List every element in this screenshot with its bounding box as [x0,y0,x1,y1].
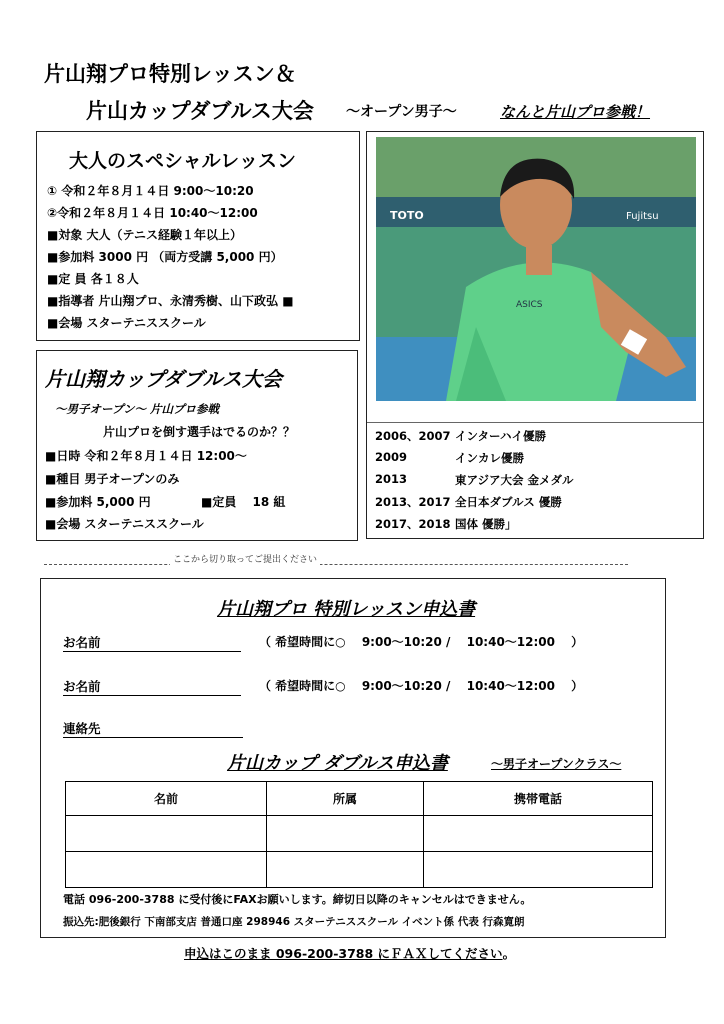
cup-line: ■参加料 5,000 円 [45,495,151,509]
lesson-line: ■指導者 片山翔プロ、永清秀樹、山下政弘 ■ [47,294,294,308]
cup-line: ■会場 スターテニススクール [45,517,204,531]
record-text: インカレ優勝 [455,451,524,465]
profile-divider [367,422,703,423]
table-cell[interactable] [267,852,424,888]
profile-box [366,131,704,539]
table-cell[interactable] [424,816,653,852]
cup-line: ■日時 令和２年８月１４日 12:00～ [45,449,247,463]
highlight-text: なんと片山プロ参戦！ [500,103,651,121]
table-row [66,852,653,888]
lesson-line: ②令和２年８月１４日 10:40～12:00 [47,206,258,220]
cut-label: ここから切り取ってご提出ください [170,552,320,565]
form-note-bank: 振込先:肥後銀行 下南部支店 普通口座 298946 スターテニススクール イベント係 代表 行森寛朗 [63,916,525,928]
record-text: 東アジア大会 金メダル [455,473,574,487]
lesson-line: ■対象 大人（テニス経験１年以上） [47,228,243,242]
page-subtitle: ～オープン男子～ [346,104,457,120]
lesson-line: ■会場 スターテニススクール [47,316,206,330]
column-header: 名前 [66,782,267,816]
lesson-line: ① 令和２年８月１４日 9:00～10:20 [47,184,254,198]
time-choice-2[interactable]: （ 希望時間に○ 9:00～10:20 / 10:40～12:00 ） [259,679,584,693]
footer-end: 。 [502,946,516,961]
record-text: 国体 優勝」 [455,517,517,531]
page-title-line2: 片山カップダブルス大会 [86,99,314,123]
shirt-logo: ASICS [516,300,543,310]
name-label: お名前 [63,679,101,694]
record-year: 2013 [375,472,408,486]
lesson-form-title: 片山翔プロ 特別レッスン申込書 [217,599,476,620]
sign-text-1: TOTO [390,209,424,222]
cup-question: 片山プロを倒す選手はでるのか？？ [103,425,296,439]
name-field-1[interactable] [63,633,241,652]
record-text: 全日本ダブルス 優勝 [455,495,562,509]
lesson-line: ■参加料 3000 円 （両方受講 5,000 円） [47,250,283,264]
cup-box [36,350,358,541]
cut-line [44,564,628,565]
footer-instruction [184,944,515,962]
time-choice-1[interactable]: （ 希望時間に○ 9:00～10:20 / 10:40～12:00 ） [259,635,584,649]
contact-field[interactable] [63,719,243,738]
player-photo [376,137,696,401]
footer-text: 申込はこのまま 096-200-3788 にＦＡＸしてください [184,946,503,961]
player-photo-graphic [376,137,696,401]
column-header: 携帯電話 [424,782,653,816]
cup-subtitle: ～男子オープン～ 片山プロ参戦 [55,402,219,416]
cup-form-title: 片山カップ ダブルス申込書 [227,753,448,774]
name-field-2[interactable] [63,677,241,696]
table-cell[interactable] [424,852,653,888]
lesson-line: ■定 員 各１８人 [47,272,139,286]
table-cell[interactable] [267,816,424,852]
column-header: 所属 [267,782,424,816]
table-cell[interactable] [66,816,267,852]
record-year: 2013、2017 [375,495,451,509]
record-year: 2009 [375,450,408,464]
cup-class: ～男子オープンクラス～ [491,757,622,771]
page-title: 片山翔プロ特別レッスン＆ [44,62,296,86]
record-text: インターハイ優勝 [455,429,546,443]
lesson-title: 大人のスペシャルレッスン [69,150,296,172]
table-cell[interactable] [66,852,267,888]
table-row [66,816,653,852]
cup-line: ■種目 男子オープンのみ [45,472,180,486]
record-year: 2017、2018 [375,517,451,531]
record-year: 2006、2007 [375,429,451,443]
table-header-row [66,782,653,816]
name-label: お名前 [63,635,101,650]
form-note-phone: 電話 096-200-3788 に受付後にFAXお願いします。締切日以降のキャンセルはできません。 [63,893,532,906]
entry-table [65,781,653,888]
application-form [40,578,666,938]
sign-text-2: Fujitsu [626,211,659,222]
contact-label: 連絡先 [63,721,101,736]
lesson-box [36,131,360,341]
cup-capacity: ■定員 18 組 [201,495,286,509]
cup-title: 片山翔カップダブルス大会 [45,367,282,391]
